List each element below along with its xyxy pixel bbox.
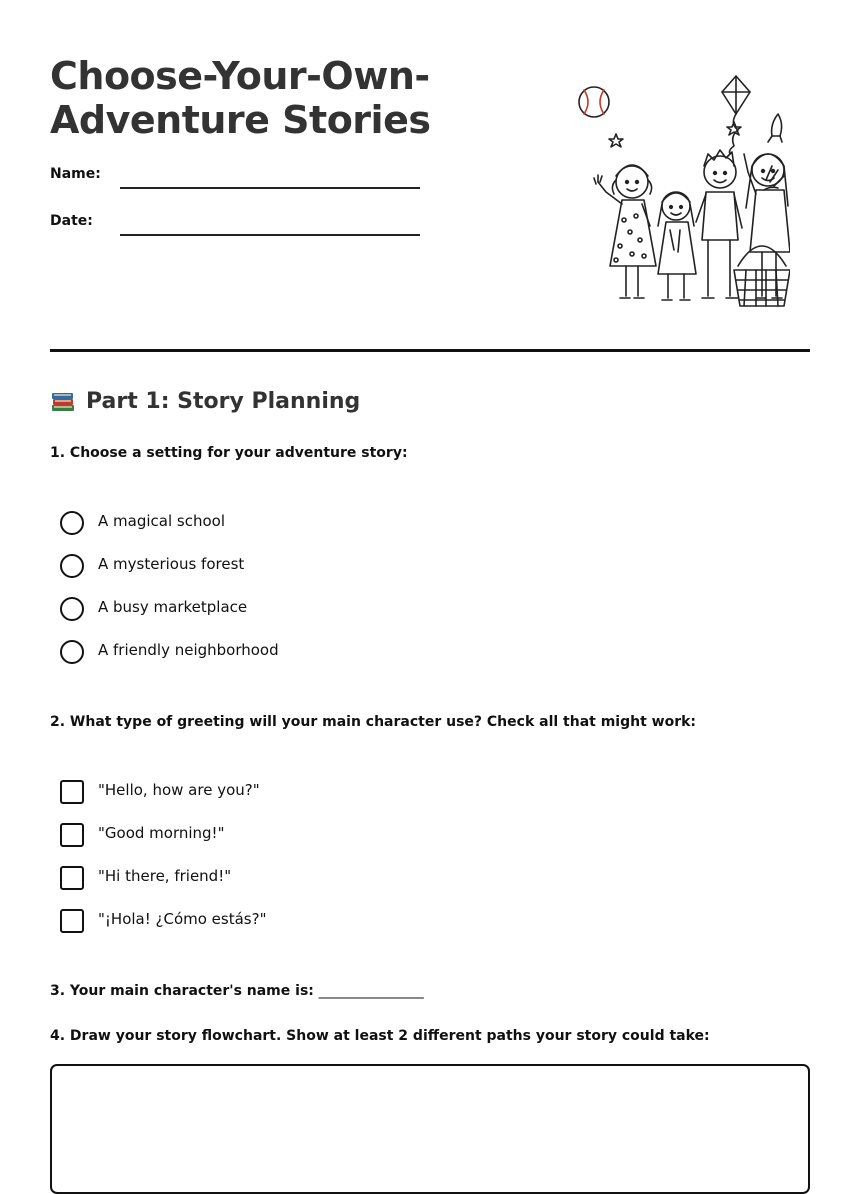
rocket-icon	[768, 114, 782, 142]
radio-button[interactable]	[60, 640, 84, 664]
question-4: 4. Draw your story flowchart. Show at least 2 different paths your story could take:	[50, 1028, 710, 1044]
option-label: A friendly neighborhood	[98, 641, 279, 659]
date-label: Date:	[50, 213, 93, 229]
option-label: "¡Hola! ¿Cómo estás?"	[98, 910, 267, 928]
checkbox[interactable]	[60, 780, 84, 804]
radio-button[interactable]	[60, 511, 84, 535]
greeting-option[interactable]	[60, 864, 266, 907]
header-divider	[50, 349, 810, 352]
child-tall-girl	[744, 154, 790, 298]
question-2: 2. What type of greeting will your main character use? Check all that might work:	[50, 714, 697, 730]
setting-option[interactable]	[60, 509, 279, 552]
greeting-options	[60, 778, 266, 950]
question-1: 1. Choose a setting for your adventure story:	[50, 445, 408, 461]
option-label: A magical school	[98, 512, 225, 530]
greeting-option[interactable]	[60, 907, 266, 950]
setting-option[interactable]	[60, 595, 279, 638]
name-line[interactable]	[120, 187, 420, 189]
option-label: A mysterious forest	[98, 555, 245, 573]
child-small-girl	[658, 192, 696, 300]
star-icon	[609, 134, 623, 147]
name-label: Name:	[50, 166, 101, 182]
option-label: "Hi there, friend!"	[98, 867, 232, 885]
radio-button[interactable]	[60, 554, 84, 578]
checkbox[interactable]	[60, 866, 84, 890]
name-field[interactable]	[50, 162, 420, 192]
child-girl-dress	[594, 165, 656, 298]
question-3	[50, 983, 424, 999]
question-3-text: 3. Your main character's name is:	[50, 983, 314, 999]
worksheet-page	[50, 0, 810, 1161]
setting-options	[60, 509, 279, 681]
kite-icon	[722, 76, 750, 154]
setting-option[interactable]	[60, 552, 279, 595]
radio-button[interactable]	[60, 597, 84, 621]
part1-title-text: Part 1: Story Planning	[86, 388, 361, 414]
worksheet-title: Choose-Your-Own-Adventure Stories	[50, 54, 431, 142]
checkbox[interactable]	[60, 823, 84, 847]
greeting-option[interactable]	[60, 821, 266, 864]
option-label: A busy marketplace	[98, 598, 248, 616]
date-line[interactable]	[120, 234, 420, 236]
option-label: "Hello, how are you?"	[98, 781, 260, 799]
checkbox[interactable]	[60, 909, 84, 933]
flowchart-drawing-area[interactable]	[50, 1064, 810, 1194]
date-field[interactable]	[50, 209, 420, 239]
setting-option[interactable]	[60, 638, 279, 681]
children-playing-illustration	[540, 70, 790, 315]
character-name-blank[interactable]: _______________	[318, 983, 424, 999]
baseball-icon	[579, 87, 609, 117]
option-label: "Good morning!"	[98, 824, 225, 842]
books-icon	[50, 388, 76, 414]
part1-title	[50, 388, 360, 414]
greeting-option[interactable]	[60, 778, 266, 821]
